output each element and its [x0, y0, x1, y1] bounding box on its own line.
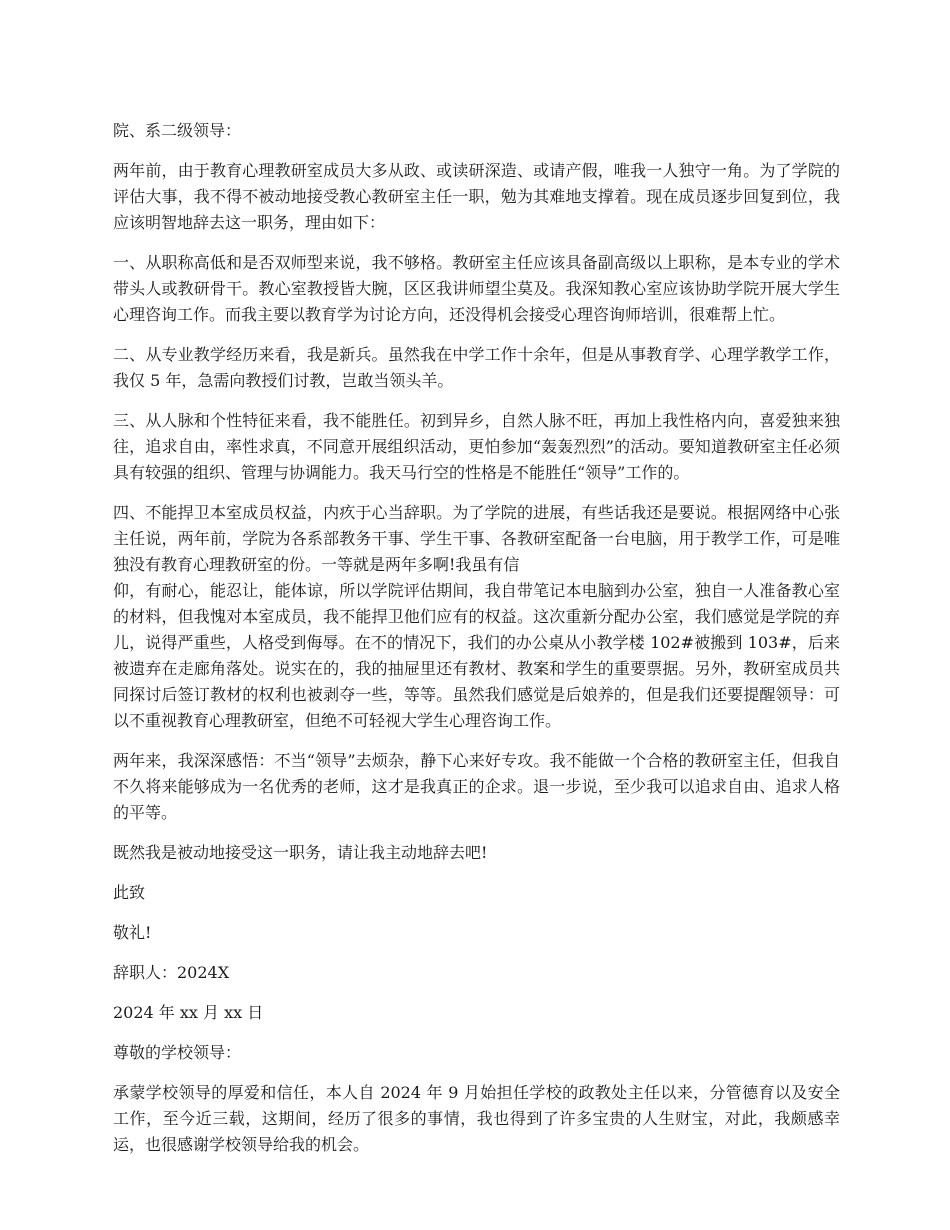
paragraph-conclusion: 既然我是被动地接受这一职务，请让我主动地辞去吧! [113, 843, 488, 862]
signature: 辞职人：2024X [113, 963, 230, 982]
paragraph-reason-4: 四、不能捍卫本室成员权益，内疚于心当辞职。为了学院的进展，有些话我还是要说。根据网络中心张主任说，两年前，学院为各系部教务干事、学生干事、各教研室配备一台电脑，用于教学工作，可是唯独没有教育心理教研室的份。一等就是两年多啊!我虽有信 仰，有耐心，能忍让，能体谅，所以学院评估期间，我自带笔记本电脑到办公室，独自一人准备教心室的材料，但我愧对本室成员，我不能捍卫他们应有的权益。这次重新分配办公室，我们感觉是学院的弃儿，说得严重些，人格受到侮辱。在不的情况下，我们的办公桌从小教学楼 102#被搬到 103#，后来被遗弃在走廊角落处。说实在的，我的抽屉里还有教材、教案和学生的重要票据。另外，教研室成员共同探讨后签订教材的权利也被剥夺一些，等等。虽然我们感觉是后娘养的，但是我们还要提醒领导：可以不重视教育心理教研室，但绝不可轻视大学生心理咨询工作。 [113, 503, 840, 730]
salutation: 院、系二级领导： [113, 121, 242, 140]
date: 2024 年 xx 月 xx 日 [113, 1003, 264, 1022]
closing-phrase: 此致 [113, 883, 146, 902]
closing-salute: 敬礼! [113, 923, 152, 942]
paragraph-reason-2: 二、从专业教学经历来看，我是新兵。虽然我在中学工作十余年，但是从事教育学、心理学教学工作，我仅 5 年，急需向教授们讨教，岂敢当领头羊。 [113, 345, 840, 390]
second-letter-salutation: 尊敬的学校领导： [113, 1043, 242, 1062]
second-letter-paragraph: 承蒙学校领导的厚爱和信任，本人自 2024 年 9 月始担任学校的政教处主任以来，分管德育以及安全工作，至今近三载，这期间，经历了很多的事情，我也得到了许多宝贵的人生财宝，对此，我颇感幸运，也很感谢学校领导给我的机会。 [113, 1083, 840, 1154]
paragraph-reason-1: 一、从职称高低和是否双师型来说，我不够格。教研室主任应该具备副高级以上职称，是本专业的学术带头人或教研骨干。教心室教授皆大腕，区区我讲师望尘莫及。我深知教心室应该协助学院开展大学生心理咨询工作。而我主要以教育学为讨论方向，还没得机会接受心理咨询师培训，很难帮上忙。 [113, 253, 840, 324]
paragraph-reason-3: 三、从人脉和个性特征来看，我不能胜任。初到异乡，自然人脉不旺，再加上我性格内向，喜爱独来独往，追求自由，率性求真，不同意开展组织活动，更怕参加“轰轰烈烈”的活动。要知道教研室主任必须具有较强的组织、管理与协调能力。我天马行空的性格是不能胜任“领导”工作的。 [113, 411, 840, 482]
paragraph-intro: 两年前，由于教育心理教研室成员大多从政、或读研深造、或请产假，唯我一人独守一角。为了学院的评估大事，我不得不被动地接受教心教研室主任一职，勉为其难地支撑着。现在成员逐步回复到位，我应该明智地辞去这一职务，理由如下： [113, 161, 840, 232]
document-body [113, 118, 840, 1172]
paragraph-reflection: 两年来，我深深感悟：不当“领导”去烦杂，静下心来好专攻。我不能做一个合格的教研室主任，但我自不久将来能够成为一名优秀的老师，这才是我真正的企求。退一步说，至少我可以追求自由、追求人格的平等。 [113, 751, 840, 822]
